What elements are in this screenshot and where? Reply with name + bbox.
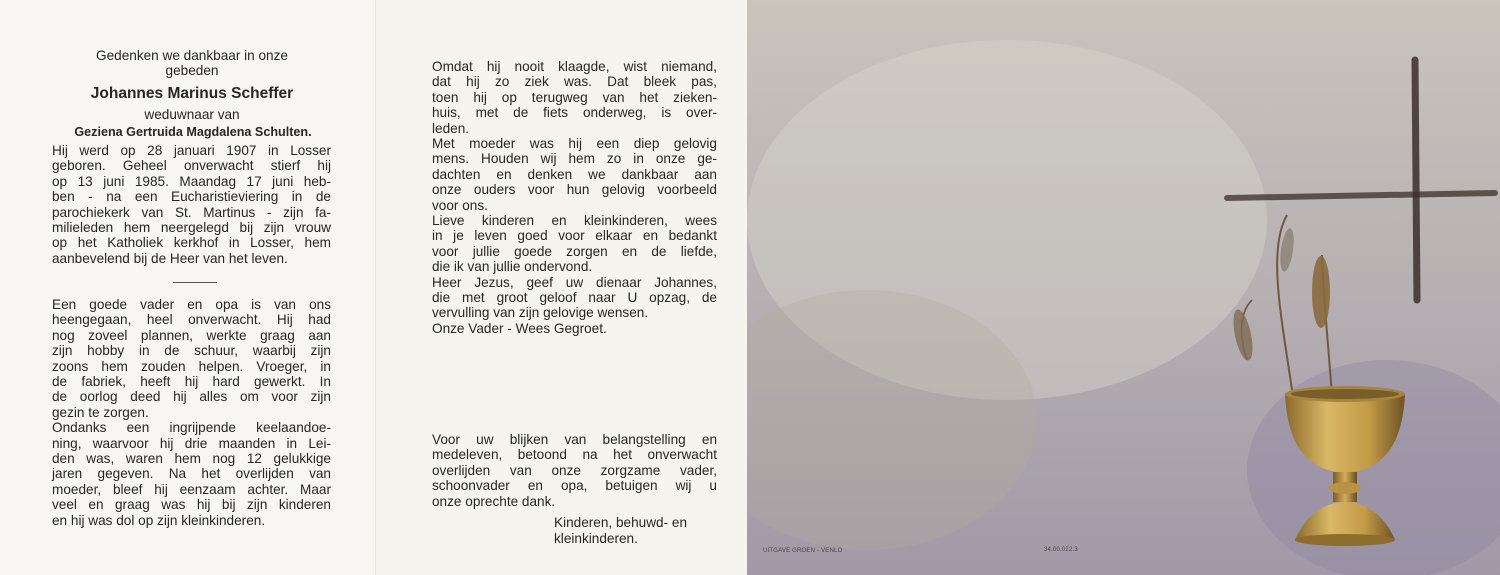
text-line: leden. [432, 120, 470, 136]
text-line: nog zoveel plannen, werkte graag aan [52, 327, 331, 343]
text-line: overlijden van onze zorgzame vader, [432, 462, 717, 478]
text-line: zoons hem zouden helpen. Vroeger, in [52, 358, 331, 374]
text-line: die met groot geloof naar U opzag, de [432, 290, 717, 305]
text-line: heengegaan, heel onverwacht. Hij had [52, 312, 331, 328]
text-line: Voor uw blijken van belangstelling en [432, 432, 717, 447]
publisher-imprint: UITGAVE GROEN - VENLO [763, 548, 843, 554]
card-code: 34.00.022.3 [1044, 547, 1078, 553]
middle-panel [375, 0, 748, 575]
text-line: Hij werd op 28 januari 1907 in Losser [52, 143, 331, 158]
text-line: huis, met de fiets onderweg, is over- [432, 105, 717, 121]
text-line: Ondanks een ingrijpende keelaandoe- [52, 420, 331, 436]
text-line: moeder, bleef hij eenzaam achter. Maar [52, 481, 331, 497]
text-line: voor jullie goede zorgen en de liefde, [432, 243, 717, 259]
left-panel [0, 0, 375, 575]
text-line: Een goede vader en opa is van ons [52, 297, 331, 312]
text-line: jaren gegeven. Na het overlijden van [52, 466, 331, 482]
widower-label: weduwnaar van [144, 107, 240, 122]
text-line: Lieve kinderen en kleinkinderen, wees [432, 213, 717, 228]
text-line: dat hij zo ziek was. Dat bleek pas, [432, 74, 717, 90]
text-line: Met moeder was hij een diep gelovig [432, 136, 717, 151]
chalice-wheat-cross-painting [747, 0, 1500, 575]
intro-line-1: Gedenken we dankbaar in onze [96, 48, 288, 63]
text-line: Omdat hij nooit klaagde, wist niemand, [432, 59, 717, 74]
signature-line-1: Kinderen, behuwd- en [554, 515, 688, 530]
text-line: die ik van jullie ondervond. [432, 259, 593, 275]
signature-line-2: kleinkinderen. [554, 531, 638, 546]
text-line: vervulling van zijn gelovige wensen. [432, 305, 649, 321]
text-line: medeleven, betoond na het onverwacht [432, 447, 717, 463]
text-line: veel en graag was hij bij zijn kinderen [52, 497, 331, 513]
text-line: op 13 juni 1985. Maandag 17 juni heb- [52, 173, 331, 189]
text-line: onze ouders voor hun gelovig voorbeeld [432, 182, 717, 198]
text-line: de fabriek, heeft hij hard gewerkt. In [52, 374, 331, 389]
text-line: schoonvader en opa, betuigen wij u [432, 478, 717, 494]
text-line: zijn hobby in de schuur, waarbij zijn [52, 343, 331, 359]
text-line: milieleden hem neergelegd bij zijn vrouw [52, 220, 331, 235]
text-line: geboren. Geheel onverwacht stierf hij [52, 158, 331, 174]
cover-illustration [747, 0, 1500, 575]
text-line: op het Katholiek kerkhof in Losser, hem [52, 235, 331, 251]
spouse-name: Geziena Gertruida Magdalena Schulten. [74, 125, 312, 139]
text-line: Onze Vader - Wees Gegroet. [432, 320, 607, 336]
text-line: in je leven goed voor elkaar en bedankt [432, 228, 717, 244]
text-line: ning, waarvoor hij drie maanden in Lei- [52, 435, 331, 451]
text-line: den was, waren hem nog 12 gelukkige [52, 451, 331, 466]
text-line: en hij was dol op zijn kleinkinderen. [52, 512, 266, 528]
text-line: dachten en denken we dankbaar aan [432, 166, 717, 182]
text-line: Heer Jezus, geef uw dienaar Johannes, [432, 274, 717, 290]
text-line: parochiekerk van St. Martinus - zijn fa- [52, 204, 331, 220]
deceased-name: Johannes Marinus Scheffer [90, 85, 294, 102]
text-line: voor ons. [432, 197, 488, 213]
text-line: de oorlog deed hij alles om voor zijn [52, 389, 331, 405]
text-line: gezin te zorgen. [52, 404, 149, 420]
text-line: ben - na een Eucharistieviering in de [52, 189, 331, 205]
section-divider [173, 282, 217, 283]
text-line: toen hij op terugweg van het zieken- [432, 89, 717, 105]
text-line: mens. Houden wij hem zo in onze ge- [432, 151, 717, 167]
text-line: aanbevelend bij de Heer van het leven. [52, 250, 288, 266]
text-line: onze oprechte dank. [432, 493, 556, 509]
intro-line-2: gebeden [165, 63, 219, 78]
